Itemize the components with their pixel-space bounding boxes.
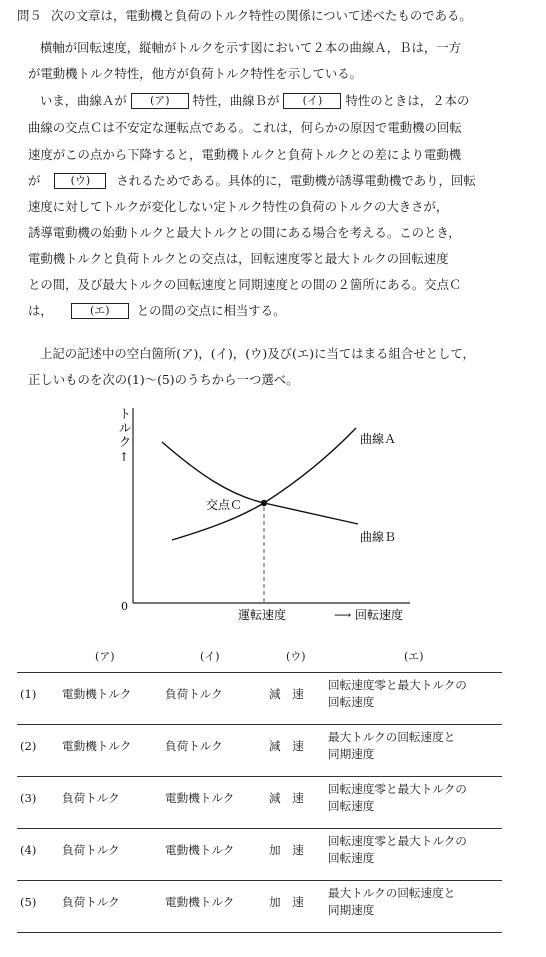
choice-number: (4) bbox=[20, 843, 37, 857]
question-line-6 bbox=[0, 147, 546, 163]
point-c-label: 交点Ｃ bbox=[206, 498, 243, 512]
y-axis-label-char: ル bbox=[119, 421, 132, 435]
choice-d-line2: 回転速度 bbox=[328, 851, 375, 865]
table-header-b: (イ) bbox=[200, 650, 220, 663]
choice-b: 負荷トルク bbox=[165, 687, 223, 701]
choice-d-line2: 同期速度 bbox=[328, 747, 375, 761]
choice-b: 電動機トルク bbox=[165, 843, 235, 857]
question-text: 速度に対してトルクが変化しない定トルク特性の負荷のトルクの大きさが， bbox=[28, 199, 449, 214]
choice-c: 減 速 bbox=[269, 739, 304, 753]
choice-a: 電動機トルク bbox=[62, 687, 132, 701]
choice-d-line1: 最大トルクの回転速度と bbox=[328, 730, 456, 744]
question-text: が電動機トルク特性，他方が負荷トルク特性を示している。 bbox=[28, 66, 363, 81]
table-row bbox=[17, 880, 502, 925]
origin-label: 0 bbox=[121, 600, 128, 613]
choice-d-line1: 回転速度零と最大トルクの bbox=[328, 834, 467, 848]
torque-speed-diagram bbox=[0, 400, 546, 630]
question-text: されるためである。具体的に，電動機が誘導電動機であり，回転 bbox=[116, 173, 476, 188]
table-row bbox=[17, 776, 502, 821]
choice-a: 負荷トルク bbox=[62, 791, 120, 805]
question-text: いま，曲線Ａが bbox=[40, 93, 127, 108]
choice-a: 負荷トルク bbox=[62, 843, 120, 857]
question-text: は， bbox=[28, 303, 53, 318]
choice-d-line2: 同期速度 bbox=[328, 903, 375, 917]
choice-b: 負荷トルク bbox=[165, 739, 223, 753]
table-bottom-rule bbox=[17, 932, 502, 933]
y-axis-arrow: ↑ bbox=[119, 450, 130, 464]
choice-b: 電動機トルク bbox=[165, 895, 235, 909]
question-line-10 bbox=[0, 251, 546, 267]
question-text: との間，及び最大トルクの回転速度と同期速度との間の２箇所にある。交点Ｃ bbox=[28, 277, 462, 292]
question-line-14 bbox=[0, 372, 546, 388]
blank-c: (ウ) bbox=[54, 173, 106, 189]
question-text: 横軸が回転速度，縦軸がトルクを示す図において２本の曲線Ａ，Ｂは，一方 bbox=[40, 40, 462, 55]
table-row bbox=[17, 724, 502, 769]
question-line-2 bbox=[0, 40, 546, 56]
table-header-d: (エ) bbox=[404, 650, 424, 663]
question-text: が bbox=[28, 173, 41, 188]
choice-number: (2) bbox=[20, 739, 37, 753]
question-line-9 bbox=[0, 225, 546, 241]
choice-c: 減 速 bbox=[269, 687, 304, 701]
intersection-point-c bbox=[261, 500, 267, 506]
y-axis-label-char: ク bbox=[119, 435, 132, 449]
choice-number: (5) bbox=[20, 895, 37, 909]
question-line-5 bbox=[0, 120, 546, 136]
question-text: 特性，曲線Ｂが bbox=[192, 93, 280, 108]
question-line-12 bbox=[0, 303, 546, 319]
question-line-4 bbox=[0, 93, 546, 109]
table-row bbox=[17, 828, 502, 873]
blank-a: (ア) bbox=[131, 93, 189, 109]
question-line-13 bbox=[0, 346, 546, 362]
question-text: 誘導電動機の始動トルクと最大トルクとの間にある場合を考える。このとき， bbox=[28, 225, 461, 240]
question-text: 速度がこの点から下降すると，電動機トルクと負荷トルクとの差により電動機 bbox=[28, 147, 462, 162]
question-number: 問５ bbox=[17, 8, 42, 23]
question-text: 正しいものを次の(1)～(5)のうちから一つ選べ。 bbox=[28, 372, 299, 387]
choice-c: 加 速 bbox=[269, 843, 304, 857]
question-line-3 bbox=[0, 66, 546, 82]
choice-d-line2: 回転速度 bbox=[328, 799, 375, 813]
x-axis-label: ⟶ 回転速度 bbox=[334, 608, 404, 622]
question-text: 特性のときは，２本の bbox=[345, 93, 470, 108]
choice-d-line2: 回転速度 bbox=[328, 695, 375, 709]
y-axis-label-char: ト bbox=[119, 407, 132, 421]
choice-a: 電動機トルク bbox=[62, 739, 132, 753]
table-row bbox=[17, 672, 502, 717]
blank-b: (イ) bbox=[283, 93, 341, 109]
table-header-c: (ウ) bbox=[286, 650, 306, 663]
question-line-7 bbox=[0, 173, 546, 189]
question-text: 上記の記述中の空白箇所(ア)，(イ)，(ウ)及び(エ)に当てはまる組合せとして， bbox=[40, 346, 475, 361]
blank-d: (エ) bbox=[71, 303, 129, 319]
question-text: 次の文章は，電動機と負荷のトルク特性の関係について述べたものである。 bbox=[51, 8, 472, 23]
question-line-1 bbox=[0, 8, 546, 24]
curve-a-label: 曲線Ａ bbox=[360, 432, 397, 446]
curve-b-label: 曲線Ｂ bbox=[360, 530, 397, 544]
question-line-8 bbox=[0, 199, 546, 215]
question-text: 電動機トルクと負荷トルクとの交点は，回転速度零と最大トルクの回転速度 bbox=[28, 251, 449, 266]
operating-speed-label: 運転速度 bbox=[238, 608, 287, 622]
choice-d-line1: 回転速度零と最大トルクの bbox=[328, 678, 467, 692]
question-text: 曲線の交点Ｃは不安定な運転点である。これは，何らかの原因で電動機の回転 bbox=[28, 120, 462, 135]
choice-c: 加 速 bbox=[269, 895, 304, 909]
choice-number: (3) bbox=[20, 791, 37, 805]
choice-number: (1) bbox=[20, 687, 37, 701]
question-text: との間の交点に相当する。 bbox=[136, 303, 286, 318]
choice-d-line1: 回転速度零と最大トルクの bbox=[328, 782, 467, 796]
choice-b: 電動機トルク bbox=[165, 791, 235, 805]
choice-c: 減 速 bbox=[269, 791, 304, 805]
choice-d-line1: 最大トルクの回転速度と bbox=[328, 886, 456, 900]
table-header-a: (ア) bbox=[95, 650, 115, 663]
question-line-11 bbox=[0, 277, 546, 293]
choice-a: 負荷トルク bbox=[62, 895, 120, 909]
